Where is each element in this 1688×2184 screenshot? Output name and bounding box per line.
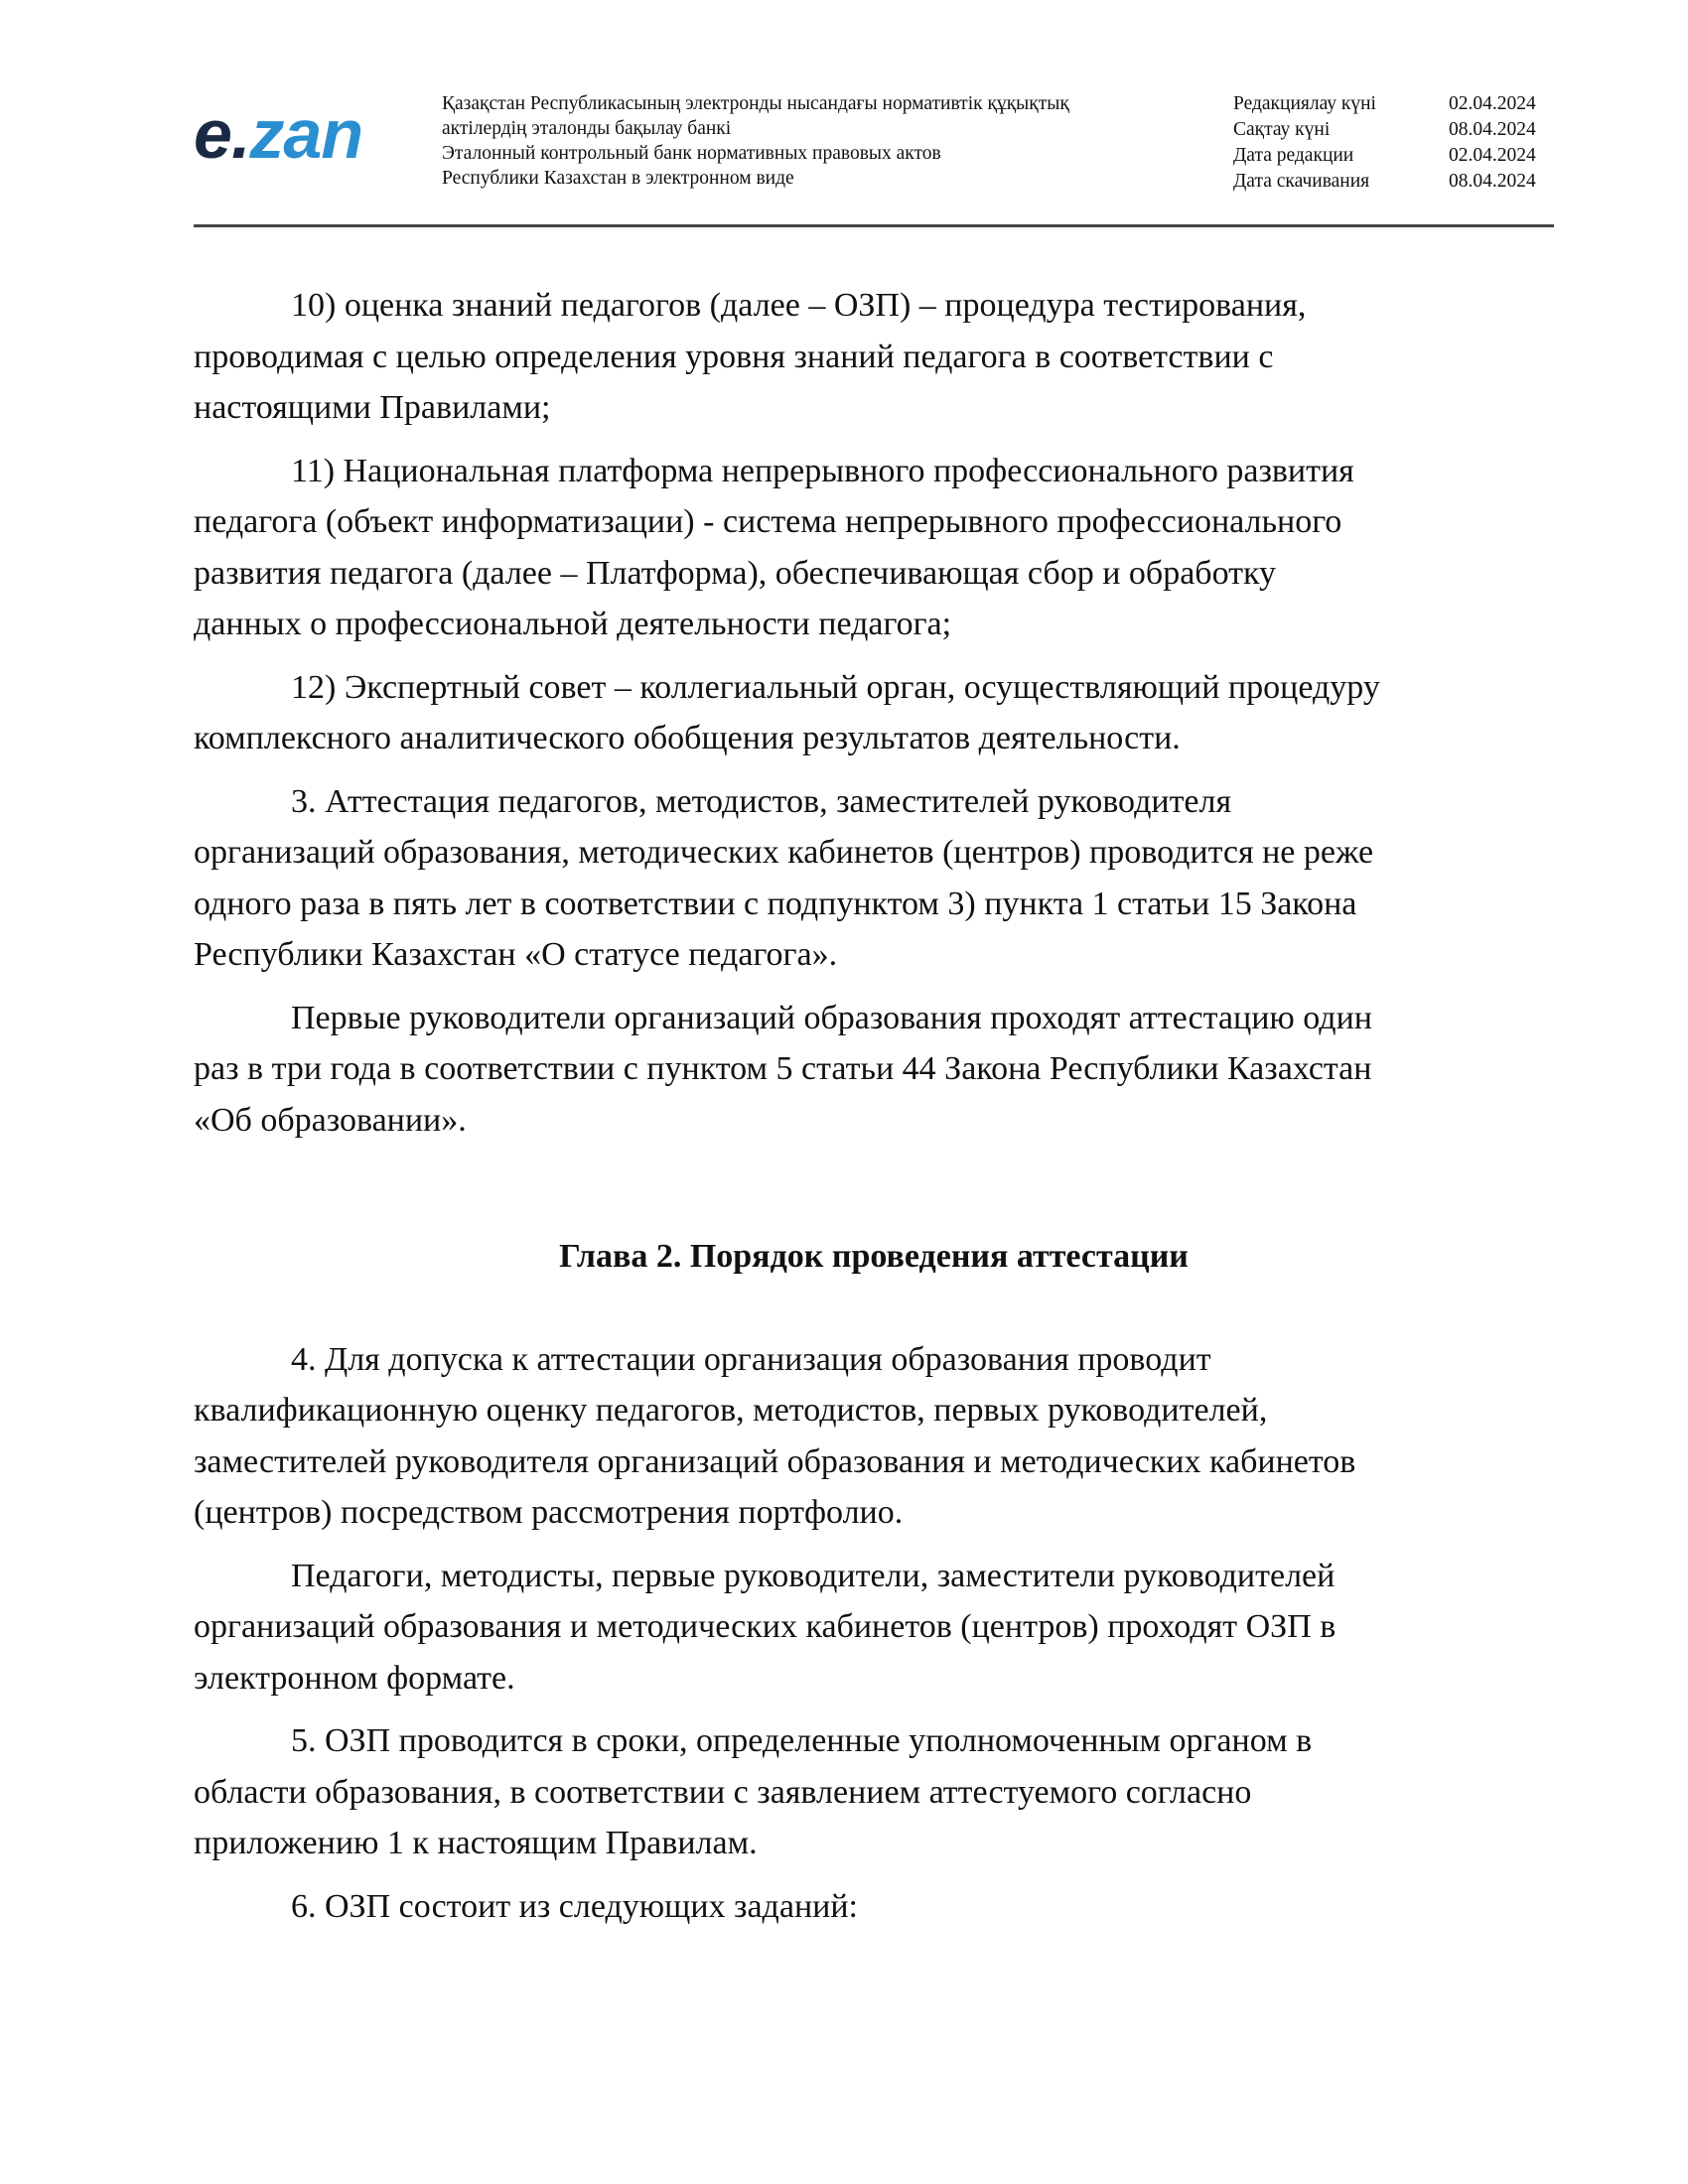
meta-label: Сақтау күні	[1233, 119, 1331, 140]
meta-label: Дата редакции	[1233, 145, 1354, 166]
paragraph-line: педагога (объект информатизации) - система непрерывного профессионального	[194, 503, 1342, 540]
paragraph-line: 11) Национальная платформа непрерывного профессионального развития	[291, 452, 1354, 489]
chapter-title: Глава 2. Порядок проведения аттестации	[559, 1238, 1189, 1275]
logo-dot: .	[230, 95, 250, 173]
paragraph	[194, 1334, 1554, 1539]
paragraph-line: заместителей руководителя организаций образования и методических кабинетов	[194, 1442, 1356, 1480]
paragraph-line: электронном формате.	[194, 1659, 515, 1697]
paragraph-line: проводимая с целью определения уровня знаний педагога в соответствии с	[194, 338, 1274, 375]
paragraph-line: Первые руководители организаций образования проходят аттестацию один	[291, 999, 1372, 1036]
meta-label: Редакциялау күні	[1233, 93, 1376, 114]
paragraph-line: «Об образовании».	[194, 1101, 467, 1139]
ezan-logo	[194, 95, 363, 173]
header-description-line: Республики Казахстан в электронном виде	[442, 168, 794, 189]
paragraph	[194, 1715, 1554, 1869]
document-body	[194, 280, 1554, 1944]
paragraph-line: 5. ОЗП проводится в сроки, определенные уполномоченным органом в	[291, 1722, 1313, 1759]
logo-e: e	[194, 95, 231, 173]
paragraph-line: организаций образования, методических кабинетов (центров) проводится не реже	[194, 834, 1374, 871]
header-divider	[194, 224, 1554, 227]
meta-row	[1233, 91, 1536, 117]
paragraph-line: организаций образования и методических кабинетов (центров) проходят ОЗП в	[194, 1608, 1336, 1645]
paragraph	[194, 776, 1554, 981]
header-description-line: Эталонный контрольный банк нормативных правовых актов	[442, 143, 941, 164]
paragraph-line: одного раза в пять лет в соответствии с подпунктом 3) пункта 1 статьи 15 Закона	[194, 885, 1357, 922]
paragraph-line: раз в три года в соответствии с пунктом 5 статьи 44 Закона Республики Казахстан	[194, 1050, 1372, 1087]
paragraph-line: 12) Экспертный совет – коллегиальный орган, осуществляющий процедуру	[291, 668, 1380, 706]
logo-zan: zan	[249, 95, 363, 173]
header-meta	[1233, 91, 1536, 195]
paragraph-line: 6. ОЗП состоит из следующих заданий:	[291, 1887, 858, 1925]
paragraph-line: данных о профессиональной деятельности педагога;	[194, 606, 952, 642]
header-description-line: Қазақстан Республикасының электронды нысандағы нормативтік құқықтық	[442, 93, 1069, 114]
meta-value: 08.04.2024	[1449, 171, 1536, 192]
meta-label: Дата скачивания	[1233, 171, 1370, 192]
paragraph-line: настоящими Правилами;	[194, 389, 551, 426]
paragraph-line: комплексного аналитического обобщения результатов деятельности.	[194, 720, 1181, 756]
meta-row	[1233, 117, 1536, 143]
paragraph	[194, 662, 1554, 764]
paragraph	[194, 993, 1554, 1147]
paragraph	[194, 1881, 1554, 1933]
paragraph-line: квалификационную оценку педагогов, методистов, первых руководителей,	[194, 1392, 1268, 1429]
meta-row	[1233, 143, 1536, 169]
paragraph	[194, 1551, 1554, 1705]
paragraph-line: 4. Для допуска к аттестации организация образования проводит	[291, 1340, 1211, 1378]
bottom-paragraphs	[194, 1334, 1554, 1933]
meta-value: 02.04.2024	[1449, 145, 1536, 166]
meta-value: 02.04.2024	[1449, 93, 1536, 114]
paragraph	[194, 280, 1554, 434]
meta-row	[1233, 169, 1536, 195]
paragraph-line: Педагоги, методисты, первые руководители, заместители руководителей	[291, 1557, 1336, 1594]
top-paragraphs	[194, 280, 1554, 1146]
paragraph-line: приложению 1 к настоящим Правилам.	[194, 1825, 758, 1861]
paragraph-line: развития педагога (далее – Платформа), обеспечивающая сбор и обработку	[194, 554, 1277, 592]
header-description-line: актілердің эталонды бақылау банкі	[442, 118, 732, 139]
paragraph-line: области образования, в соответствии с заявлением аттестуемого согласно	[194, 1773, 1252, 1811]
paragraph-line: Республики Казахстан «О статусе педагога».	[194, 936, 838, 973]
header-description	[442, 91, 1236, 191]
paragraph-line: 3. Аттестация педагогов, методистов, заместителей руководителя	[291, 782, 1232, 820]
paragraph-line: (центров) посредством рассмотрения портфолио.	[194, 1494, 904, 1531]
document-header	[194, 85, 1554, 224]
paragraph	[194, 446, 1554, 650]
paragraph-line: 10) оценка знаний педагогов (далее – ОЗП) – процедура тестирования,	[291, 287, 1307, 324]
meta-value: 08.04.2024	[1449, 119, 1536, 140]
